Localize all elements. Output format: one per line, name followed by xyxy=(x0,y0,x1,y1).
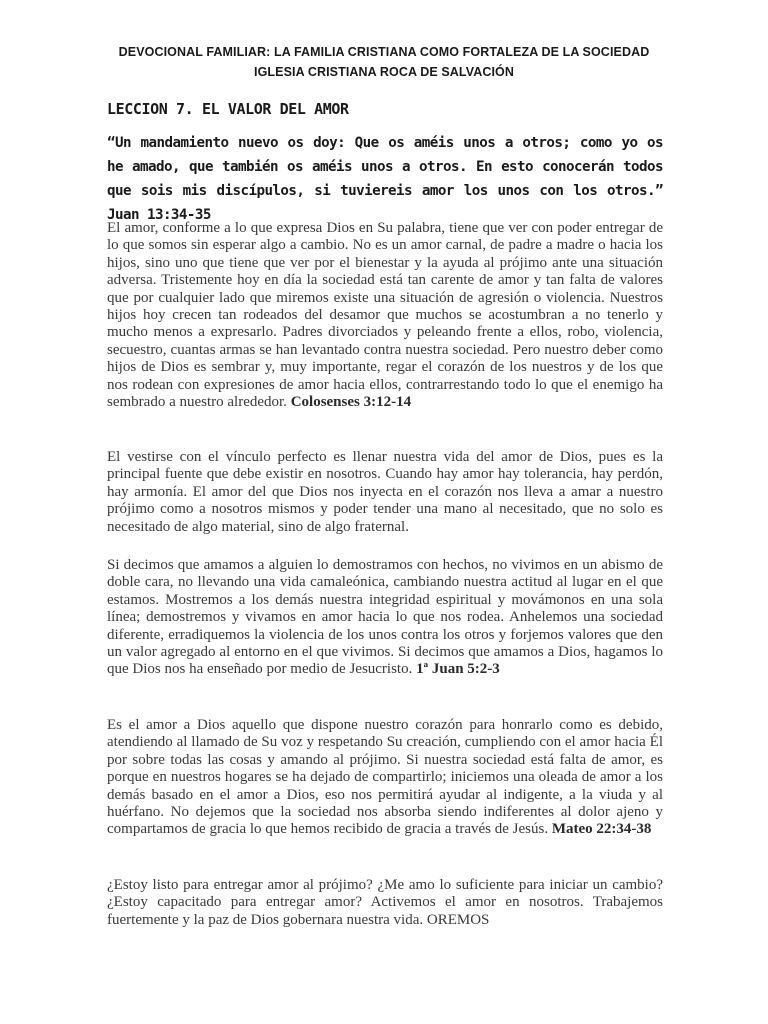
paragraph-1 xyxy=(107,220,663,411)
paragraph-text: El amor, conforme a lo que expresa Dios en Su palabra, tiene que ver con poder entregar de lo que somos sin esperar algo a cambio. No es un amor carnal, de padre a madre o hacia los hijos, sino uno que tiene que ver por el bienestar y la ayuda al prójimo ante una situación adversa. Tristemente hoy en día la sociedad está tan carente de amor y tan falta de valores que por cualquier lado que miremos existe una situación de agresión o violencia. Nuestros hijos hoy crecen tan rodeados del desamor que muchos se acostumbran a no tenerlo y mucho menos a expresarlo. Padres divorciados y peleando frente a ellos, robo, violencia, secuestro, cuantas armas se han levantado contra nuestra sociedad. Pero nuestro deber como hijos de Dios es sembrar y, muy importante, regar el corazón de los nuestros y de los que nos rodean con expresiones de amor hacia ellos, contrarrestando todo lo que el enemigo ha sembrado a nuestro alrededor. xyxy=(107,220,663,411)
paragraph-text: ¿Estoy listo para entregar amor al prójimo? ¿Me amo lo suficiente para iniciar un cambio? ¿Estoy capacitado para entregar amor? Activemos el amor en nosotros. Trabajemos fuertemente y la paz de Dios gobernara nuestra vida. OREMOS xyxy=(107,877,663,928)
scripture-quote: “Un mandamiento nuevo os doy: Que os améis unos a otros; como yo os he amado, que también os améis unos a otros. En esto conocerán todos que sois mis discípulos, si tuviereis amor los unos con los otros.” Juan 13:34-35 xyxy=(107,135,663,223)
paragraph-3 xyxy=(107,557,663,679)
paragraph-text: Es el amor a Dios aquello que dispone nuestro corazón para honrarlo como es debido, atendiendo al llamado de Su voz y respetando Su creación, cumpliendo con el amor hacia Él por sobre todas las cosas y amando al prójimo. Si nuestra sociedad está falta de amor, es porque en nuestros hogares se ha dejado de compartirlo; iniciemos una oleada de amor a los demás basado en el amor a Dios, eso nos permitirá ayudar al indigente, a la viuda y al huérfano. No dejemos que la sociedad nos absorba siendo indiferentes al dolor ajeno y compartamos de gracia lo que hemos recibido de gracia a través de Jesús. xyxy=(107,717,663,838)
scripture-reference: 1ª Juan 5:2-3 xyxy=(416,661,500,678)
paragraph-2 xyxy=(107,449,663,536)
lesson-title: LECCION 7. EL VALOR DEL AMOR xyxy=(107,100,349,118)
scripture-reference: Colosenses 3:12-14 xyxy=(290,394,412,411)
church-name: IGLESIA CRISTIANA ROCA DE SALVACIÓN xyxy=(254,65,514,79)
paragraph-text: El vestirse con el vínculo perfecto es llenar nuestra vida del amor de Dios, pues es la principal fuente que debe existir en nosotros. Cuando hay amor hay tolerancia, hay perdón, hay armonía. El amor del que Dios nos inyecta en el corazón nos lleva a amar a nuestro prójimo como a nosotros mismos y poder tender una mano al necesitado, que no solo es necesitado de algo material, sino de algo fraternal. xyxy=(107,449,663,535)
scripture-reference: Mateo 22:34-38 xyxy=(551,821,652,838)
paragraph-5 xyxy=(107,877,663,929)
paragraph-text: Si decimos que amamos a alguien lo demostramos con hechos, no vivimos en un abismo de doble cara, no llevando una vida camaleónica, cambiando nuestra actitud al lugar en el que estamos. Mostremos a los demás nuestra integridad espiritual y movámonos en una sola línea; demostremos y vivamos en amor hacia lo que nos rodea. Anhelemos una sociedad diferente, erradiquemos la violencia de los unos contra los otros y forjemos valores que den un valor agregado al entorno en el que vivimos. Si decimos que amamos a Dios, hagamos lo que Dios nos ha enseñado por medio de Jesucristo. xyxy=(107,557,663,678)
document-header-title: DEVOCIONAL FAMILIAR: LA FAMILIA CRISTIANA COMO FORTALEZA DE LA SOCIEDAD xyxy=(118,45,650,59)
paragraph-4 xyxy=(107,717,663,839)
